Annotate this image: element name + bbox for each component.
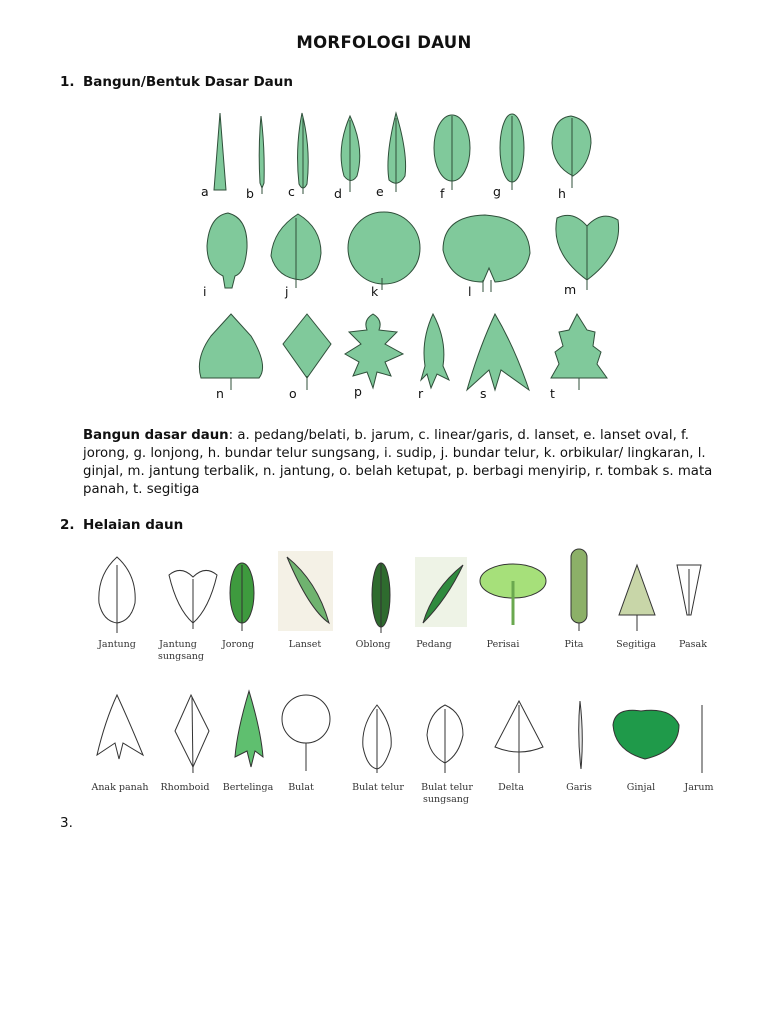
blade-bulat-drawing — [282, 695, 330, 771]
leaf-i-shape — [207, 213, 247, 288]
caption-bulat-telur-sungsang-line1: Bulat telur — [421, 782, 473, 793]
leaf-p-shape — [345, 314, 403, 388]
leaf-k-shape — [348, 212, 420, 290]
blade-segitiga-drawing — [619, 565, 655, 631]
leaf-letter-i: i — [203, 284, 207, 299]
caption-garis: Garis — [566, 782, 592, 793]
blade-pasak-drawing — [677, 565, 701, 615]
leaf-g-shape — [500, 114, 524, 190]
leaf-letter-k: k — [371, 284, 379, 299]
leaf-letter-o: o — [289, 386, 297, 401]
leaf-letter-p: p — [354, 384, 362, 399]
caption-perisai: Perisai — [486, 639, 520, 650]
leaf-letter-l: l — [468, 284, 472, 299]
leaf-letter-g: g — [493, 184, 501, 199]
caption-pasak: Pasak — [679, 639, 707, 650]
caption-jarum: Jarum — [684, 782, 714, 793]
caption-oblong: Oblong — [355, 639, 391, 650]
blade-delta-drawing — [495, 701, 543, 773]
blade-anak-panah-drawing — [97, 695, 143, 759]
blade-jorong-drawing — [230, 563, 254, 631]
caption-jantung-sungsang-line2: sungsang — [158, 651, 204, 662]
caption-anak-panah: Anak panah — [91, 782, 149, 793]
section-1-title: Bangun/Bentuk Dasar Daun — [83, 74, 293, 90]
caption-pedang: Pedang — [416, 639, 452, 650]
description-text: : a. pedang/belati, b. jarum, c. linear/garis, d. lanset, e. lanset oval, f. jorong, g. lonjong, h. bundar telur sungsang, i. sudip, j. bundar telur, k. orbikular/ lingkaran, l. ginjal, m. jantung terbalik, n. jantung, o. belah ketupat, p. berbagi menyirip, r. tombak s. mata panah, t. segitiga — [83, 428, 713, 497]
leaf-shapes-figure — [195, 108, 635, 408]
section-1-heading — [60, 74, 293, 90]
blade-rhomboid-drawing — [175, 695, 209, 773]
leaf-h-shape — [552, 116, 591, 188]
blade-garis-drawing — [579, 701, 583, 769]
page-title: MORFOLOGI DAUN — [296, 33, 472, 52]
blade-pita-drawing — [571, 549, 587, 631]
blade-oblong-drawing — [372, 563, 390, 633]
leaf-letter-a: a — [201, 184, 209, 199]
section-2-number: 2. — [60, 517, 75, 533]
blade-bulat-telur-drawing — [363, 705, 391, 773]
caption-ginjal: Ginjal — [626, 782, 656, 793]
leaf-t-shape — [551, 314, 607, 390]
section-3-number: 3. — [60, 815, 73, 831]
caption-bulat-telur: Bulat telur — [352, 782, 404, 793]
section-2-heading — [60, 517, 183, 533]
blade-perisai-drawing — [480, 564, 546, 625]
leaf-letter-e: e — [376, 184, 384, 199]
leaf-letter-c: c — [288, 184, 295, 199]
leaf-a-shape — [214, 113, 226, 190]
leaf-n-shape — [199, 314, 262, 390]
section-2-title: Helaian daun — [83, 517, 184, 533]
leaf-j-shape — [271, 214, 321, 288]
leaf-letter-h: h — [558, 186, 566, 201]
blade-bulat-telur-sungsang-drawing — [427, 705, 463, 773]
description-label: Bangun dasar daun — [83, 428, 229, 443]
caption-bulat: Bulat — [288, 782, 314, 793]
leaf-letter-b: b — [246, 186, 254, 201]
leaf-letter-f: f — [440, 186, 445, 201]
caption-segitiga: Segitiga — [616, 639, 656, 650]
caption-jorong: Jorong — [222, 639, 254, 650]
leaf-m-shape — [556, 215, 619, 290]
leaf-letter-j: j — [285, 284, 289, 299]
caption-jantung: Jantung — [98, 639, 136, 650]
leaf-letter-m: m — [564, 282, 577, 297]
leaf-letter-t: t — [550, 386, 555, 401]
leaf-c-shape — [298, 113, 309, 194]
leaf-letter-d: d — [334, 186, 342, 201]
leaf-e-shape — [388, 113, 406, 192]
leaf-d-shape — [341, 116, 360, 192]
leaf-s-shape — [467, 314, 529, 390]
blade-jantung-drawing — [99, 557, 135, 633]
blade-jantung-sungsang-drawing — [169, 570, 217, 629]
leaf-b-shape — [259, 116, 264, 194]
blade-bertelinga-drawing — [235, 691, 263, 767]
caption-bulat-telur-sungsang-line2: sungsang — [423, 794, 469, 805]
caption-rhomboid: Rhomboid — [160, 782, 210, 793]
blade-ginjal-drawing — [613, 710, 679, 759]
leaf-l-shape — [443, 215, 530, 292]
leaf-blade-figure — [85, 545, 735, 815]
leaf-letter-n: n — [216, 386, 224, 401]
leaf-shape-description — [83, 427, 738, 499]
leaf-letter-r: r — [418, 386, 424, 401]
leaf-f-shape — [434, 115, 470, 190]
caption-pita: Pita — [564, 639, 584, 650]
leaf-o-shape — [283, 314, 331, 390]
caption-bertelinga: Bertelinga — [222, 782, 274, 793]
caption-jantung-sungsang-line1: Jantung — [159, 639, 197, 650]
caption-lanset: Lanset — [288, 639, 322, 650]
caption-delta: Delta — [498, 782, 524, 793]
leaf-letter-s: s — [480, 386, 487, 401]
leaf-r-shape — [421, 314, 449, 388]
section-1-number: 1. — [60, 74, 75, 90]
